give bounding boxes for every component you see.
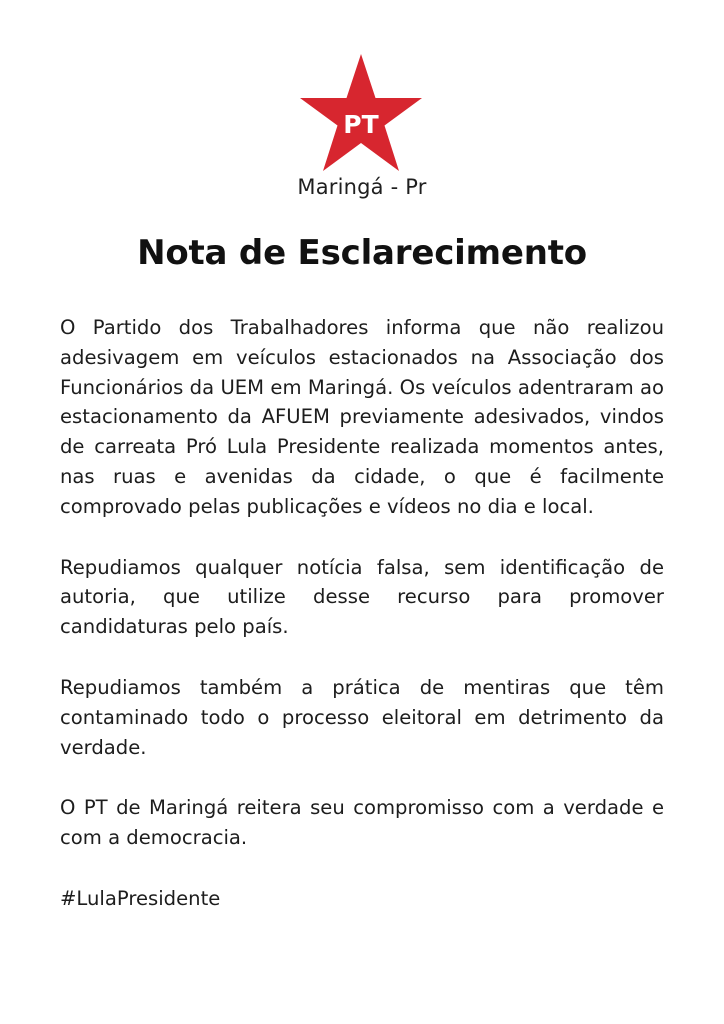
hashtag: #LulaPresidente <box>60 886 221 910</box>
paragraph-1: O Partido dos Trabalhadores informa que não realizou adesivagem em veículos estacionados na Associação dos Funcionários da UEM em Maringá. Os veículos adentraram ao estacionamento da AFUEM previamente adesivados, vindos de carreata Pró Lula Presidente realizada momentos antes, nas ruas e avenidas da cidade, o que é facilmente comprovado pelas publicações e vídeos no dia e local. <box>60 316 664 518</box>
paragraph-4: O PT de Maringá reitera seu compromisso com a verdade e com a democracia. <box>60 796 664 850</box>
city-label: Maringá - Pr <box>297 175 427 199</box>
page-title: Nota de Esclarecimento <box>137 233 587 273</box>
logo-text: PT <box>343 110 379 139</box>
paragraph-3: Repudiamos também a prática de mentiras que têm contaminado todo o processo eleitoral em detrimento da verdade. <box>60 675 664 759</box>
document-body <box>60 313 664 945</box>
pt-star-icon <box>299 54 423 178</box>
paragraph-2: Repudiamos qualquer notícia falsa, sem identificação de autoria, que utilize desse recurso para promover candidaturas pelo país. <box>60 555 664 639</box>
pt-logo <box>0 54 724 179</box>
